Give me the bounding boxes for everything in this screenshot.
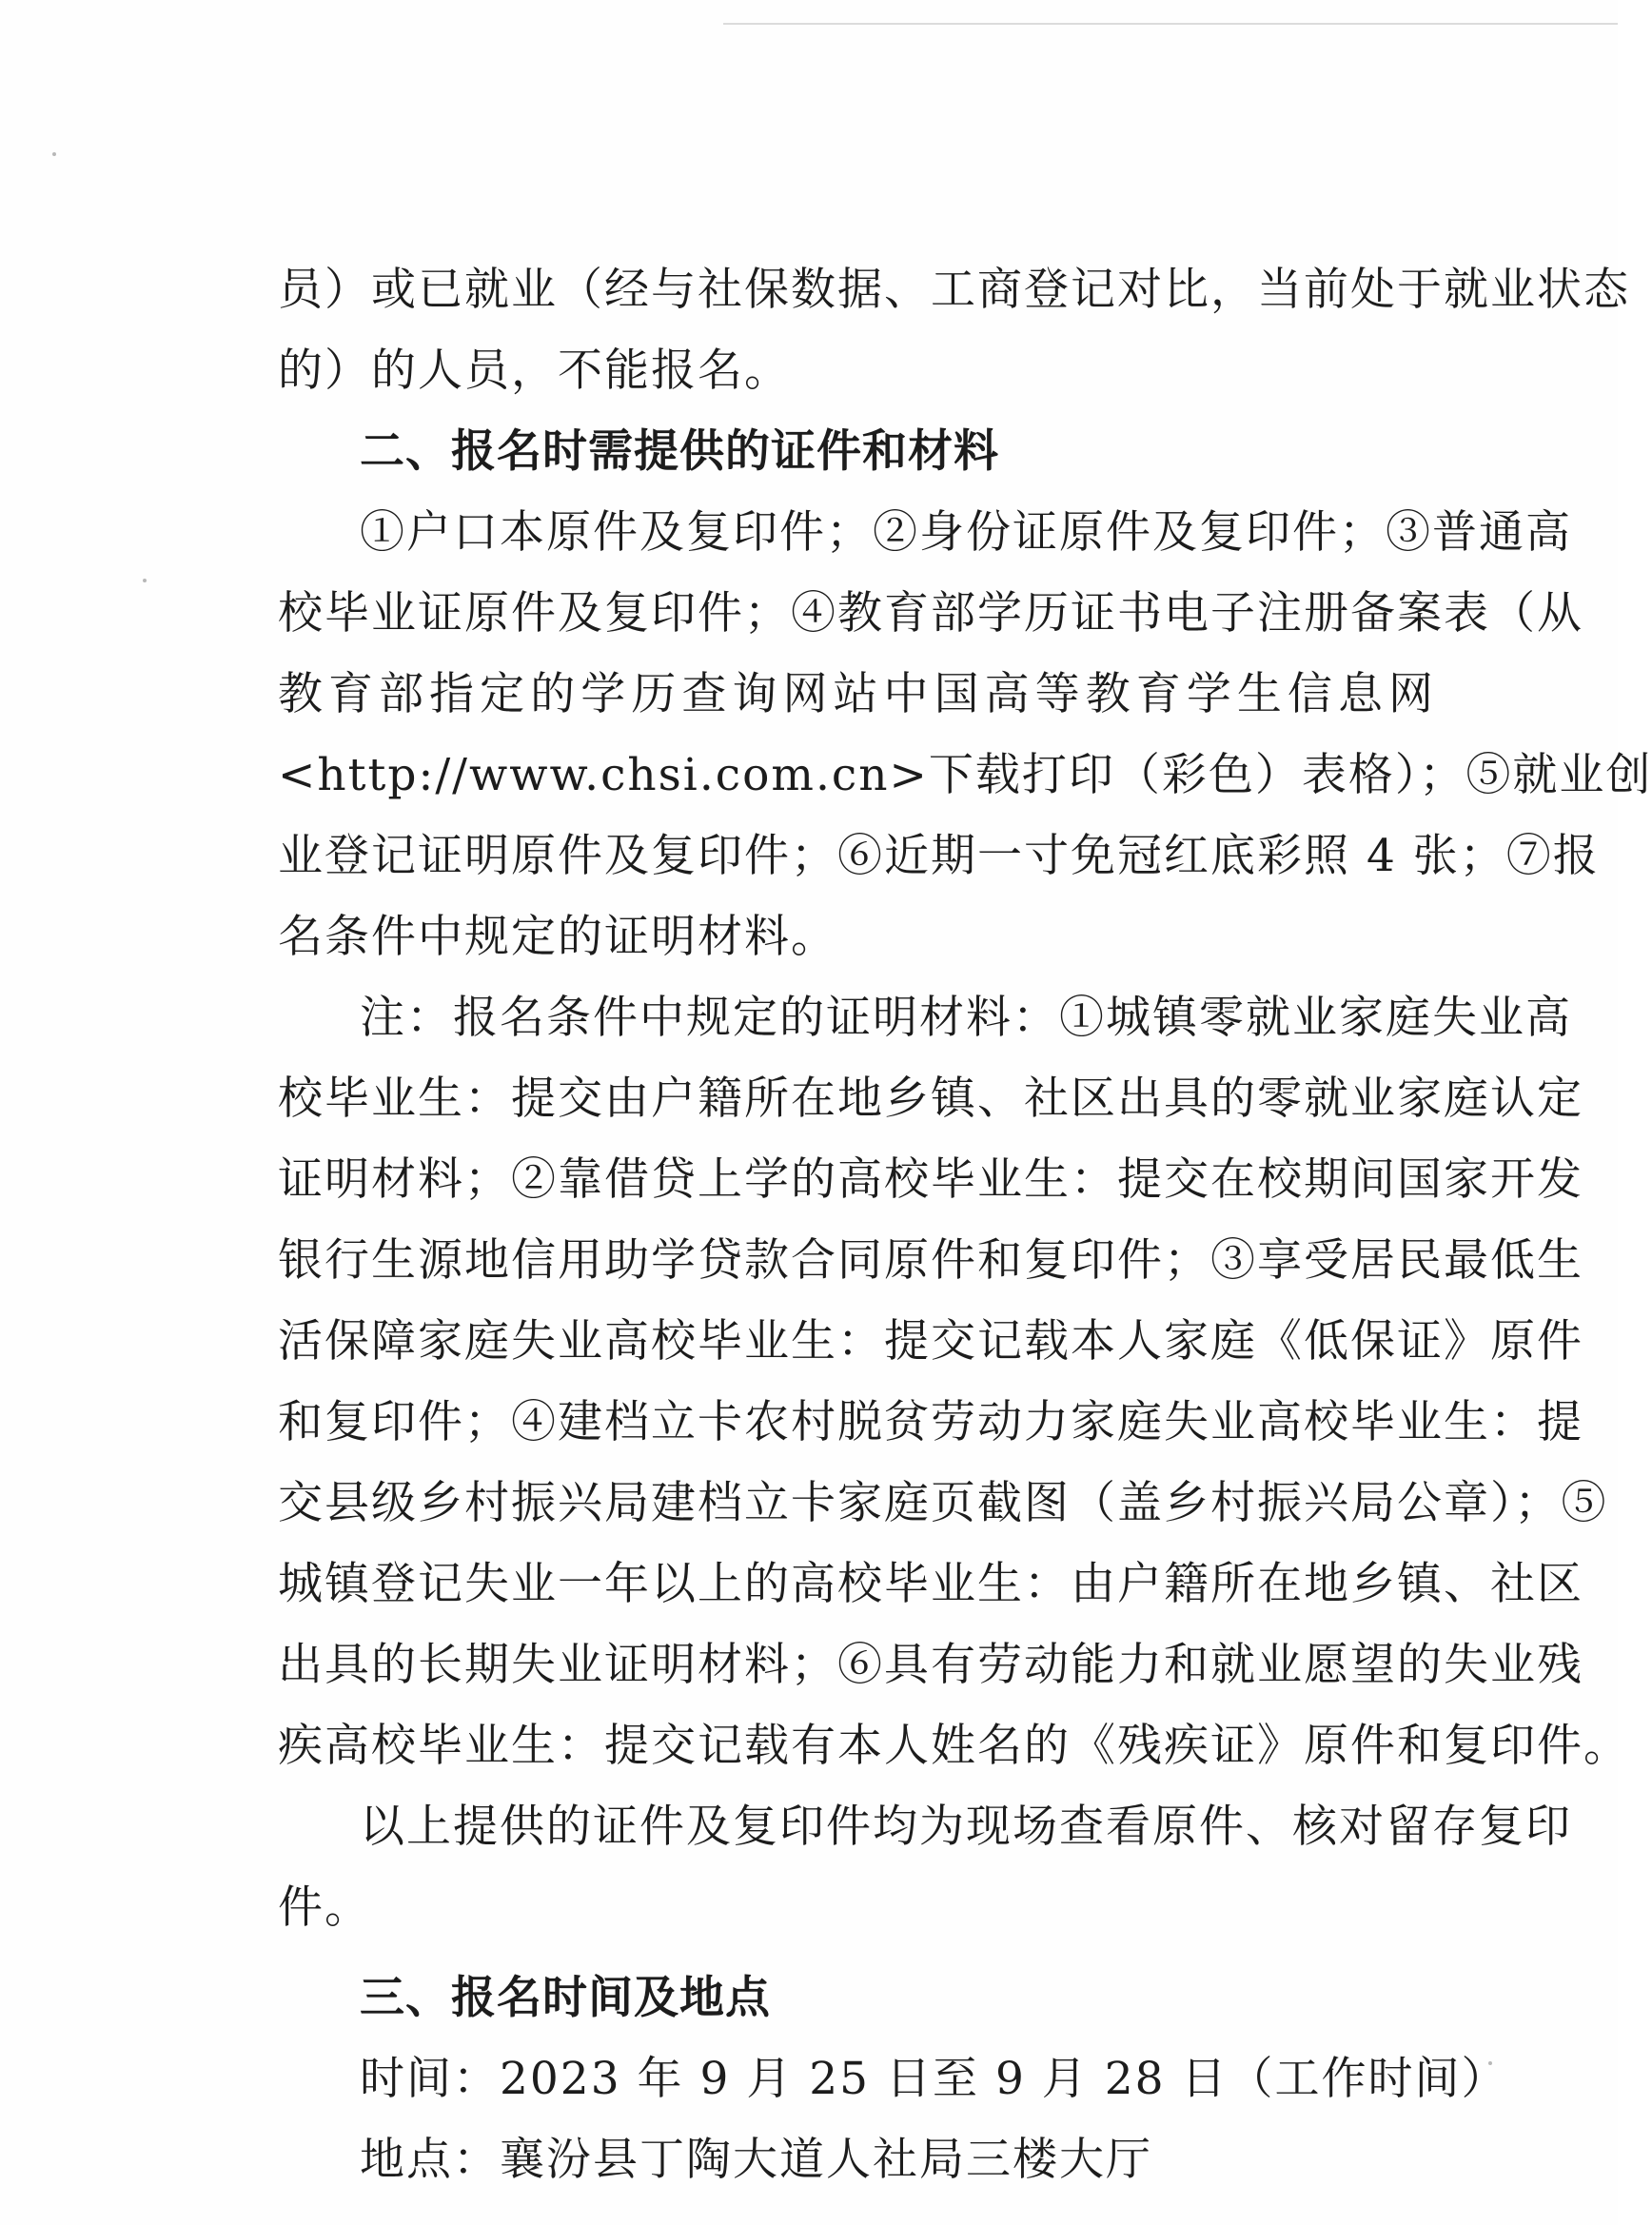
registration-location: 地点：襄汾县丁陶大道人社局三楼大厅: [360, 2134, 1152, 2186]
body-line: 教育部指定的学历查询网站中国高等教育学生信息网: [278, 668, 1435, 720]
body-line: 城镇登记失业一年以上的高校毕业生：由户籍所在地乡镇、社区: [278, 1558, 1583, 1610]
section-heading-time-place: 三、报名时间及地点: [360, 1972, 771, 2024]
body-line: 疾高校毕业生：提交记载有本人姓名的《残疾证》原件和复印件。: [278, 1720, 1630, 1772]
body-line: <http://www.chsi.com.cn>下载打印（彩色）表格）；⑤就业创: [278, 749, 1652, 801]
scan-speck: [52, 152, 56, 156]
body-line: 以上提供的证件及复印件均为现场查看原件、核对留存复印: [360, 1801, 1572, 1853]
body-line: 校毕业生：提交由户籍所在地乡镇、社区出具的零就业家庭认定: [278, 1073, 1583, 1125]
body-line: 活保障家庭失业高校毕业生：提交记载本人家庭《低保证》原件: [278, 1315, 1583, 1368]
registration-time: 时间：2023 年 9 月 25 日至 9 月 28 日（工作时间）: [360, 2053, 1508, 2105]
body-line: 员）或已就业（经与社保数据、工商登记对比，当前处于就业状态: [278, 264, 1630, 316]
body-line: 和复印件；④建档立卡农村脱贫劳动力家庭失业高校毕业生：提: [278, 1396, 1583, 1448]
body-line: ①户口本原件及复印件；②身份证原件及复印件；③普通高: [360, 506, 1572, 559]
body-line: 的）的人员，不能报名。: [278, 345, 791, 397]
body-line: 银行生源地信用助学贷款合同原件和复印件；③享受居民最低生: [278, 1234, 1583, 1287]
body-line: 出具的长期失业证明材料；⑥具有劳动能力和就业愿望的失业残: [278, 1639, 1583, 1691]
section-heading-materials: 二、报名时需提供的证件和材料: [360, 425, 999, 478]
body-line: 交县级乡村振兴局建档立卡家庭页截图（盖乡村振兴局公章）；⑤: [278, 1477, 1608, 1529]
body-line: 注：报名条件中规定的证明材料：①城镇零就业家庭失业高: [360, 992, 1572, 1044]
body-line: 校毕业证原件及复印件；④教育部学历证书电子注册备案表（从: [278, 587, 1583, 640]
body-line: 证明材料；②靠借贷上学的高校毕业生：提交在校期间国家开发: [278, 1153, 1583, 1206]
body-line: 名条件中规定的证明材料。: [278, 911, 837, 963]
scan-speck: [143, 579, 147, 582]
body-line: 件。: [278, 1881, 371, 1934]
scan-edge-line: [723, 23, 1618, 25]
document-body: [278, 249, 1652, 2200]
body-line: 业登记证明原件及复印件；⑥近期一寸免冠红底彩照 4 张；⑦报: [278, 830, 1600, 882]
